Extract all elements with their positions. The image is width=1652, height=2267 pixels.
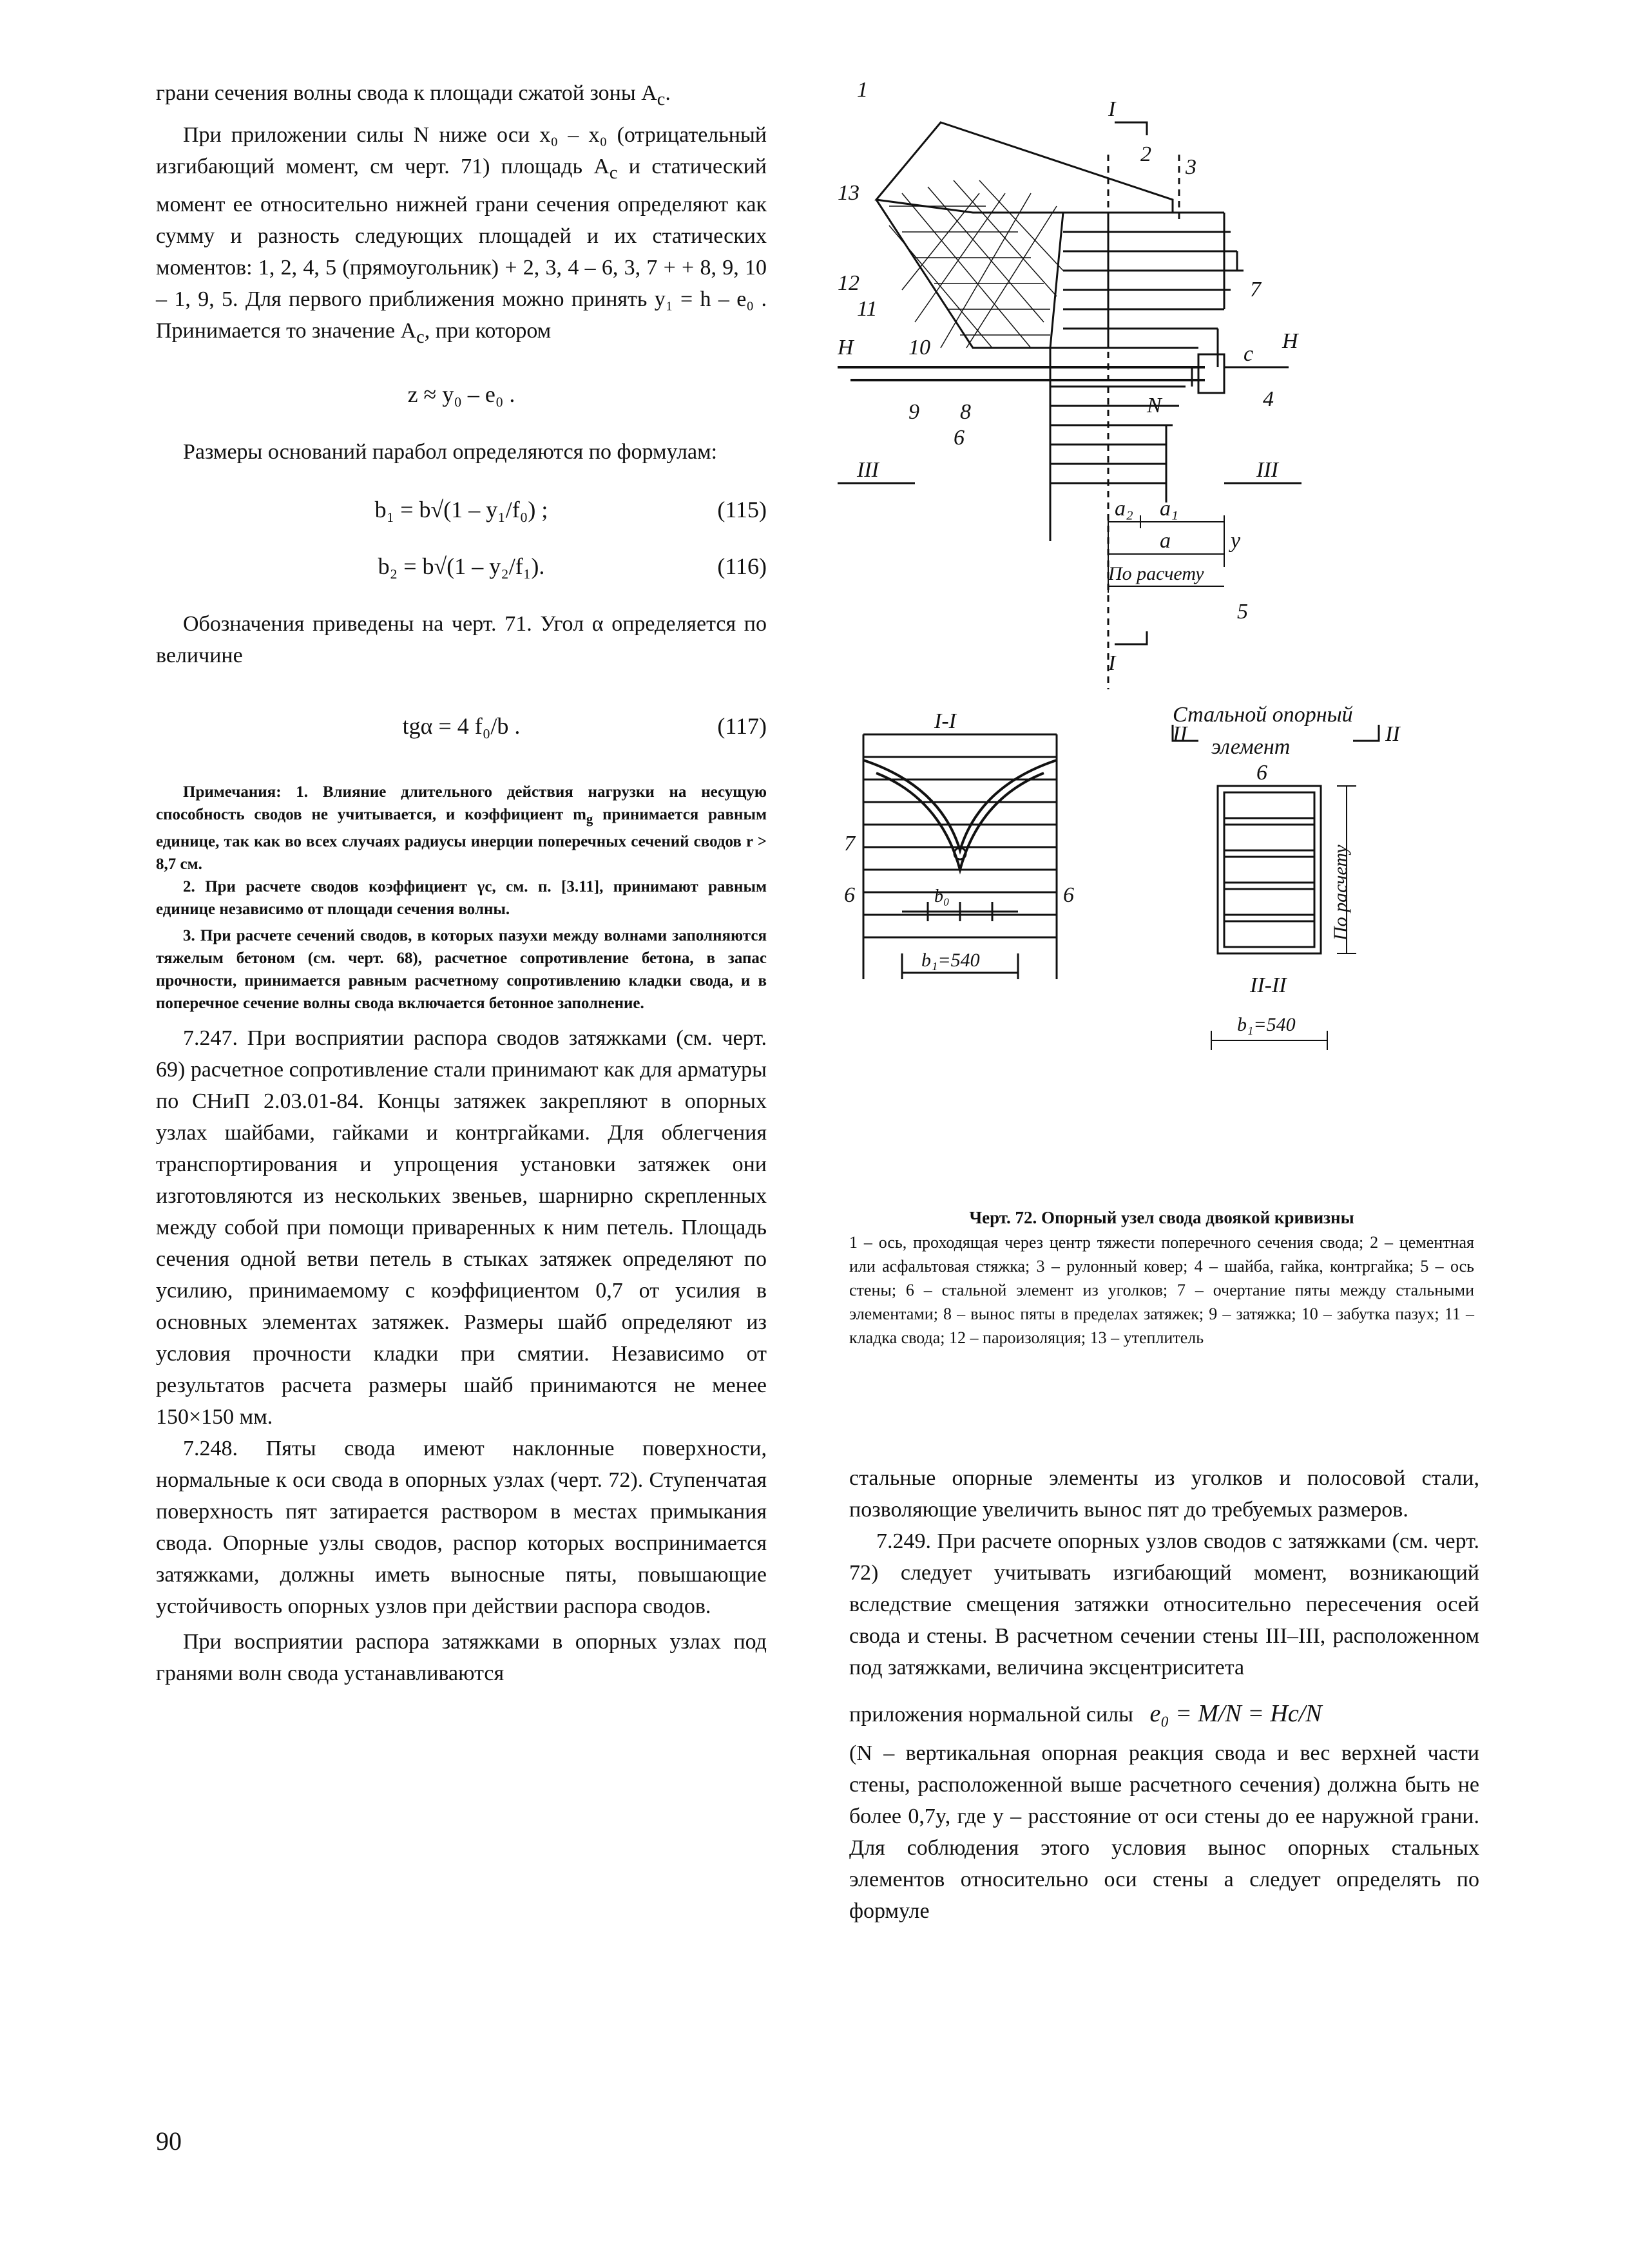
caption-title: Черт. 72. Опорный узел свода двоякой кривизны [969,1208,1354,1227]
label-I-top: I [1108,97,1116,121]
right-column [849,1462,1479,1927]
paragraph: 7.249. При расчете опорных узлов сводов с затяжками (см. черт. 72) следует учитывать изгибающий момент, возникающий вследствие смещения затяжки относительно пересечения осей свода и стены. В расчетном сечении стены III–III, расположенном под затяжками, величина эксцентриситета [849,1529,1479,1679]
figure-caption [849,1205,1474,1350]
label-6: 6 [954,426,965,450]
label-a2: a₂ [1115,497,1133,521]
label-10: 10 [908,336,930,359]
paragraph: грани сечения волны свода к площади сжатой зоны $A_c$. [156,81,671,110]
paragraph: (N – вертикальная опорная реакция свода и вес верхней части стены, расположенной выше расчетного сечения) должна быть не более 0,7y, где y – расстояние от оси стены до ее наружной грани. Для соблюдения этого условия вынос опорных стальных элементов относительно оси стены a следует определять по формуле [849,1741,1479,1923]
steel-element-title-2: элемент [1211,735,1291,759]
notes [156,781,767,1015]
label-II-right: II [1385,722,1400,746]
label-8: 8 [960,400,971,424]
label-7: 7 [1250,278,1261,301]
formula-z: z ≈ y₀ – e₀ . [407,381,515,408]
label-b0: b₀ [934,886,950,906]
label-11: 11 [857,297,878,321]
label-po-raschetu: По расчету [1108,563,1204,584]
label-a1: a₁ [1160,497,1178,521]
formula-117: tgα = 4 f₀/b . (117) [402,713,767,740]
label-1: 1 [857,78,868,102]
note: Примечания: 1. Влияние длительного действия нагрузки на несущую способность сводов не учитывается, и коэффициент $m_g$ принимается равным единице, так как во всех случаях радиусы инерции поперечных сечений сводов r > 8,7 см. [156,783,767,874]
label-H-right: H [1282,329,1298,353]
paragraph: 7.247. При восприятии распора сводов затяжками (см. черт. 69) расчетное сопротивление стали принимают как для арматуры по СНиП 2.03.01-84. Концы затяжек закрепляют в опорных узлах шайбами, гайками и контргайками. Для облегчения транспортирования и упрощения установки затяжек они изготовляются из нескольких звеньев, шарнирно скрепленных между собой при помощи приваренных к ним петель. Площадь сечения одной ветви петель в стыках затяжек определяют по усилию, принимаемому с коэффициентом 0,7 от усилия в основных элементах затяжек. Размеры шайб определяют из условия прочности кладки при смятии. Независимо от результатов расчета размеры шайб принимаются не менее 150×150 мм. [156,1026,767,1430]
label-9: 9 [908,400,919,424]
label-6-section: 6 [844,883,855,907]
label-y: y [1231,529,1241,553]
paragraph: приложения нормальной силы e₀ = M/N = Hc/N [849,1700,1322,1727]
formula-116: b₂ = b√(1 – y₂/f₁). (116) [378,553,767,580]
paragraph: 7.248. Пяты свода имеют наклонные поверхности, нормальные к оси свода в опорных узлах (черт. 72). Ступенчатая поверхность пят затирается раствором в местах примыкания свода. Опорные узлы сводов, распор которых воспринимается затяжками, должны иметь выносные пяты, повышающие устойчивость опорных узлов при действии распора сводов. [156,1437,767,1619]
label-4: 4 [1263,387,1274,411]
label-po-raschetu-vertical: По расчету [1330,845,1351,941]
figure-drawing [838,77,1482,1211]
label-b1-steel: b₁=540 [1237,1014,1296,1035]
tie-rod [838,367,1205,380]
label-2: 2 [1140,142,1151,166]
left-column [156,77,767,1689]
insulation-layer [876,122,1173,213]
label-I-bottom: I [1108,651,1116,675]
paragraph: При приложении силы N ниже оси x₀ – x₀ (отрицательный изгибающий момент, см черт. 71) площадь $A_c$ и статический момент ее относительно нижней грани сечения определяют как сумму и разность следующих площадей и их статических моментов: 1, 2, 4, 5 (прямоугольник) + 2, 3, 4 – 6, 3, 7 + + 8, 9, 10 – 1, 9, 5. Для первого приближения можно принять y₁ = h – e₀ . Принимается то значение $A_c$, при котором [156,122,767,347]
label-12: 12 [838,271,860,295]
paragraph: стальные опорные элементы из уголков и полосовой стали, позволяющие увеличить вынос пят до требуемых размеров. [849,1466,1479,1522]
note: 3. При расчете сечений сводов, в которых пазухи между волнами заполняются тяжелым бетоном (см. черт. 68), расчетное сопротивление бетона, в запас прочности, принимается равным расчетному сопротивлению кладки свода, и в поперечное сечение волны свода включается бетонное заполнение. [156,927,767,1013]
paragraph: Размеры оснований парабол определяются по формулам: [183,440,718,464]
note: 2. При расчете сводов коэффициент γc, см. п. [3.11], принимают равным единице независимо от площади сечения волны. [156,878,767,919]
label-a: a [1160,529,1171,553]
label-6-right: 6 [1063,883,1074,907]
label-III-right: III [1256,458,1278,482]
label-13: 13 [838,181,860,205]
figure-72 [838,77,1482,1211]
caption-text: 1 – ось, проходящая через центр тяжести поперечного сечения свода; 2 – цементная или асфальтовая стяжка; 3 – рулонный ковер; 4 – шайба, гайка, контргайка; 5 – ось стены; 6 – стальной элемент из уголков; 7 – очертание пяты между стальными элементами; 8 – вынос пяты в пределах затяжек; 9 – затяжка; 10 – забутка пазух; 11 – кладка свода; 12 – пароизоляция; 13 – утеплитель [849,1233,1474,1347]
wall-courses [1050,213,1244,541]
paragraph: При восприятии распора затяжками в опорных узлах под гранями волн свода устанавливаются [156,1630,767,1686]
label-6-steel: 6 [1256,761,1267,785]
label-III-left: III [857,458,879,482]
label-c: c [1244,342,1254,366]
label-H-left: H [838,336,854,359]
page-number: 90 [156,2127,182,2156]
paragraph: Обозначения приведены на черт. 71. Угол α определяется по величине [156,612,767,668]
axis-lines [1108,155,1179,689]
label-3: 3 [1186,155,1196,179]
label-N: N [1147,394,1162,417]
section-II-II-title: II-II [1250,973,1287,997]
label-II-left: II [1173,722,1187,746]
section-I-I-title: I-I [934,709,956,733]
formula-115: b₁ = b√(1 – y₁/f₀) ; (115) [374,497,767,523]
label-b1-section: b₁=540 [921,950,980,971]
label-7-section: 7 [844,832,855,856]
washer-nut [1198,354,1224,393]
label-5: 5 [1237,600,1248,624]
section-I-I [863,734,1057,979]
steel-element-title: Стальной опорный [1173,703,1353,727]
